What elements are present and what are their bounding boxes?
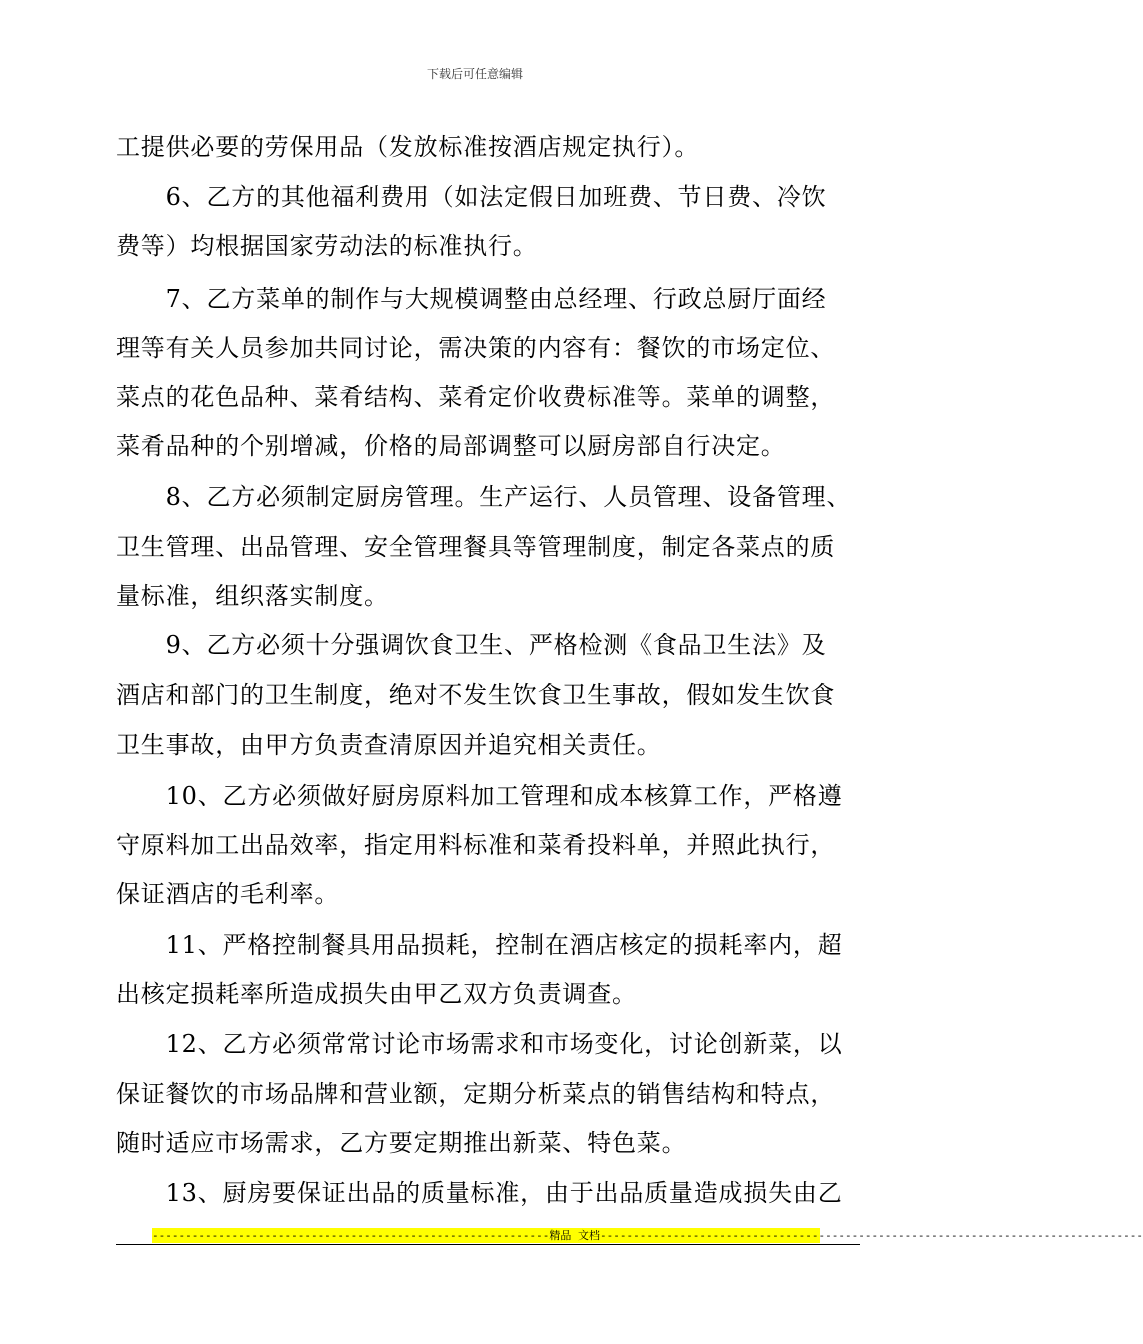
body-line: 13、厨房要保证出品的质量标准，由于出品质量造成损失由乙 [116,1179,843,1207]
body-line: 保证酒店的毛利率。 [116,880,340,908]
footer-banner [152,1228,1143,1243]
body-line: 守原料加工出品效率，指定用料标准和菜肴投料单，并照此执行， [116,831,836,859]
body-line: 6、乙方的其他福利费用（如法定假日加班费、节日费、冷饮 [116,183,827,211]
body-line: 随时适应市场需求，乙方要定期推出新菜、特色菜。 [116,1129,687,1157]
body-line: 费等）均根据国家劳动法的标准执行。 [116,232,538,260]
body-line: 11、严格控制餐具用品损耗，控制在酒店核定的损耗率内，超 [116,931,843,959]
page-header: 下载后可任意编辑 [426,67,523,81]
body-line: 12、乙方必须常常讨论市场需求和市场变化，讨论创新菜，以 [116,1030,843,1058]
footer-dashes-right: ---------------------------------------------------------------------------------- [599,1229,1143,1242]
body-line: 出核定损耗率所造成损失由甲乙双方负责调查。 [116,980,637,1008]
body-line: 菜肴品种的个别增减，价格的局部调整可以厨房部自行决定。 [116,432,786,460]
body-line: 卫生管理、出品管理、安全管理餐具等管理制度，制定各菜点的质 [116,533,836,561]
body-line: 菜点的花色品种、菜肴结构、菜肴定价收费标准等。菜单的调整， [116,383,836,411]
footer-divider [116,1244,860,1245]
body-line: 9、乙方必须十分强调饮食卫生、严格检测《食品卫生法》及 [116,631,827,659]
body-line: 保证餐饮的市场品牌和营业额，定期分析菜点的销售结构和特点， [116,1080,836,1108]
footer-label: 精品 文档 [549,1229,600,1242]
body-line: 7、乙方菜单的制作与大规模调整由总经理、行政总厨厅面经 [116,285,827,313]
body-line: 10、乙方必须做好厨房原料加工管理和成本核算工作，严格遵 [116,782,843,810]
body-line: 工提供必要的劳保用品（发放标准按酒店规定执行）。 [116,133,700,161]
body-line: 量标准，组织落实制度。 [116,582,389,610]
body-line: 卫生事故，由甲方负责查清原因并追究相关责任。 [116,731,662,759]
body-line: 酒店和部门的卫生制度，绝对不发生饮食卫生事故，假如发生饮食 [116,681,836,709]
body-line: 理等有关人员参加共同讨论，需决策的内容有：餐饮的市场定位、 [116,334,836,362]
body-line: 8、乙方必须制定厨房管理。生产运行、人员管理、设备管理、 [116,483,852,511]
footer-dashes-left: ------------------------------------------------------------ [152,1229,550,1242]
